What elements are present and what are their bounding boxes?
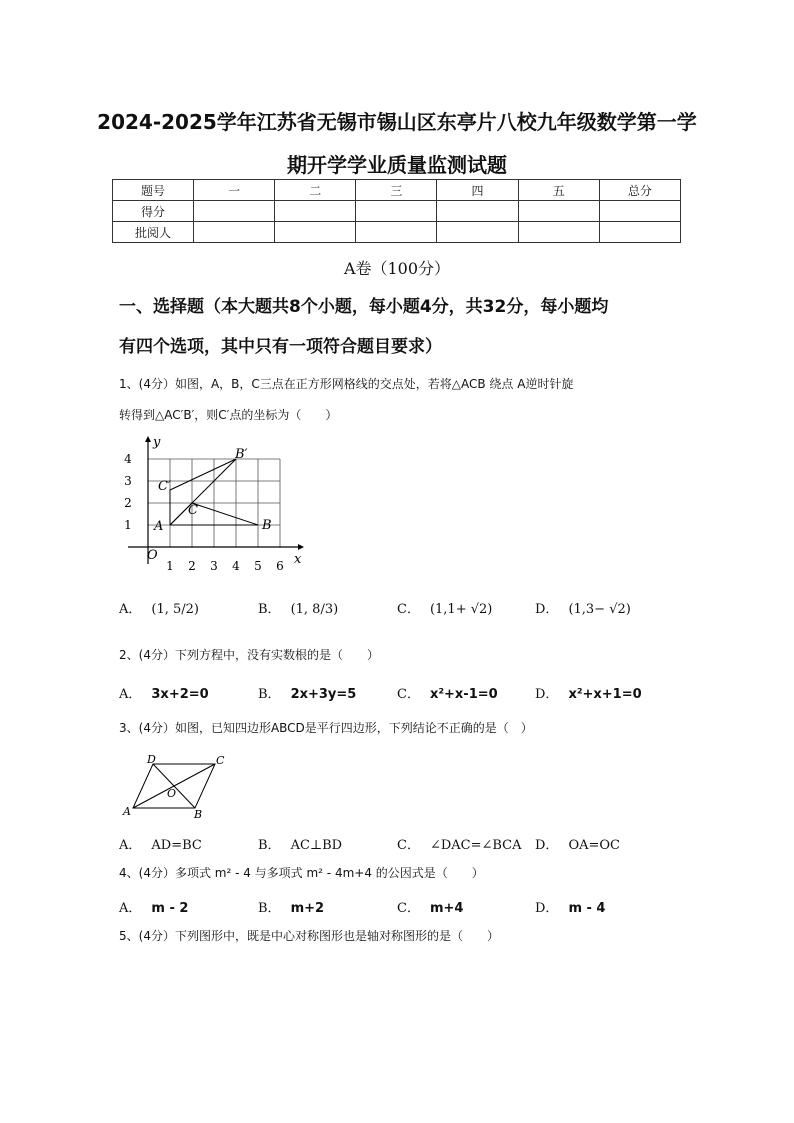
question-2-option-d[interactable] (535, 683, 642, 702)
section-heading-line-2: 有四个选项，其中只有一项符合题目要求） (119, 337, 442, 357)
score-cell: 四 (437, 180, 518, 201)
option-label: B． (258, 901, 281, 916)
question-1-option-a[interactable] (119, 598, 199, 617)
question-2-text: 2、(4分）下列方程中，没有实数根的是（ ） (119, 648, 379, 662)
score-table-row (113, 222, 681, 243)
option-text: OA=OC (568, 838, 620, 853)
point-b-prime-label: B′ (235, 447, 248, 462)
option-label: A． (119, 602, 142, 617)
option-label: B． (258, 838, 281, 853)
score-cell: 批阅人 (113, 222, 194, 243)
score-table (112, 179, 681, 243)
question-2-option-c[interactable] (397, 683, 498, 702)
origin-label: O (147, 548, 158, 563)
option-text: m+2 (290, 901, 325, 916)
option-label: D． (535, 901, 559, 916)
option-label: C． (397, 687, 420, 702)
point-a-label: A (154, 519, 164, 534)
score-cell (275, 222, 356, 243)
option-label: B． (258, 602, 281, 617)
score-table-row (113, 201, 681, 222)
x-tick-label: 4 (232, 559, 240, 573)
question-3-option-b[interactable] (258, 834, 342, 853)
question-2-option-a[interactable] (119, 683, 209, 702)
score-cell (275, 201, 356, 222)
question-3-text: 3、(4分）如图，已知四边形ABCD是平行四边形，下列结论不正确的是（ ） (119, 721, 533, 735)
option-label: D． (535, 838, 559, 853)
option-text: (1,3− √2) (568, 602, 631, 617)
question-1-option-c[interactable] (397, 598, 492, 617)
score-cell (437, 201, 518, 222)
question-3-option-d[interactable] (535, 834, 620, 853)
option-text: ∠DAC=∠BCA (429, 838, 522, 853)
question-3-option-c[interactable] (397, 834, 522, 853)
option-text: (1,1+ √2) (429, 602, 493, 617)
y-tick-label: 1 (124, 518, 132, 532)
score-cell: 二 (275, 180, 356, 201)
option-text: 3x+2=0 (151, 687, 209, 702)
x-tick-label: 1 (166, 559, 174, 573)
score-cell (518, 201, 599, 222)
x-axis-label: x (294, 552, 302, 567)
point-a-label: A (123, 805, 131, 818)
question-4-text: 4、(4分）多项式 m² - 4 与多项式 m² - 4m+4 的公因式是（ ） (119, 866, 484, 880)
question-1-text-line-2: 转得到△AC′B′，则C′点的坐标为（ ） (119, 408, 338, 422)
question-4-option-d[interactable] (535, 897, 605, 916)
question-1-grid-figure (118, 434, 308, 579)
question-1-text-line-1: 1、(4分）如图，A，B，C三点在正方形网格线的交点处，若将△ACB 绕点 A逆时针旋 (119, 377, 574, 391)
score-cell (194, 201, 275, 222)
question-2-option-b[interactable] (258, 683, 356, 702)
y-tick-label: 3 (124, 474, 132, 488)
score-cell (599, 222, 680, 243)
question-1-option-b[interactable] (258, 598, 338, 617)
option-text: (1, 8/3) (290, 602, 339, 617)
point-c-label: C (216, 754, 225, 767)
option-label: C． (397, 838, 420, 853)
point-d-label: D (147, 753, 156, 766)
question-3-parallelogram-figure (118, 752, 233, 820)
option-text: x²+x-1=0 (429, 687, 498, 702)
option-text: m+4 (429, 901, 464, 916)
score-cell (356, 201, 437, 222)
x-tick-label: 5 (254, 559, 262, 573)
score-cell: 得分 (113, 201, 194, 222)
score-cell (599, 201, 680, 222)
section-heading-line-1: 一、选择题（本大题共8个小题，每小题4分，共32分，每小题均 (119, 297, 609, 317)
score-table-header-row (113, 180, 681, 201)
score-cell: 五 (518, 180, 599, 201)
y-axis-label: y (153, 435, 161, 450)
score-cell: 一 (194, 180, 275, 201)
score-cell (194, 222, 275, 243)
option-label: C． (397, 901, 420, 916)
option-text: m - 4 (568, 901, 606, 916)
score-cell (356, 222, 437, 243)
x-tick-label: 6 (276, 559, 284, 573)
score-cell: 题号 (113, 180, 194, 201)
score-cell (437, 222, 518, 243)
page-title-line-1: 2024-2025学年江苏省无锡市锡山区东亭片八校九年级数学第一学 (97, 110, 697, 134)
option-label: A． (119, 838, 142, 853)
score-cell: 总分 (599, 180, 680, 201)
option-text: (1, 5/2) (151, 602, 199, 617)
option-label: A． (119, 901, 142, 916)
score-cell (518, 222, 599, 243)
point-c-prime-label: C′ (158, 479, 171, 494)
question-1-option-d[interactable] (535, 598, 631, 617)
option-text: AC⊥BD (290, 838, 343, 853)
x-tick-label: 2 (188, 559, 196, 573)
paper-section-label: A卷（100分） (343, 259, 451, 278)
point-b-label: B (262, 518, 272, 533)
x-tick-label: 3 (210, 559, 218, 573)
page-title-line-2: 期开学学业质量监测试题 (287, 153, 507, 177)
option-text: 2x+3y=5 (290, 687, 357, 702)
question-3-option-a[interactable] (119, 834, 202, 853)
option-label: D． (535, 602, 559, 617)
option-label: A． (119, 687, 142, 702)
option-text: m - 2 (151, 901, 189, 916)
option-label: D． (535, 687, 559, 702)
option-text: x²+x+1=0 (568, 687, 642, 702)
option-label: B． (258, 687, 281, 702)
option-label: C． (397, 602, 420, 617)
question-5-text: 5、(4分）下列图形中，既是中心对称图形也是轴对称图形的是（ ） (119, 929, 499, 943)
point-b-label: B (194, 808, 203, 820)
point-o-label: O (167, 787, 177, 800)
point-c-label: C (188, 503, 198, 518)
question-4-option-b[interactable] (258, 897, 324, 916)
score-cell: 三 (356, 180, 437, 201)
y-tick-label: 2 (124, 496, 132, 510)
question-4-option-a[interactable] (119, 897, 188, 916)
y-tick-label: 4 (124, 452, 132, 466)
option-text: AD=BC (151, 838, 202, 853)
question-4-option-c[interactable] (397, 897, 463, 916)
